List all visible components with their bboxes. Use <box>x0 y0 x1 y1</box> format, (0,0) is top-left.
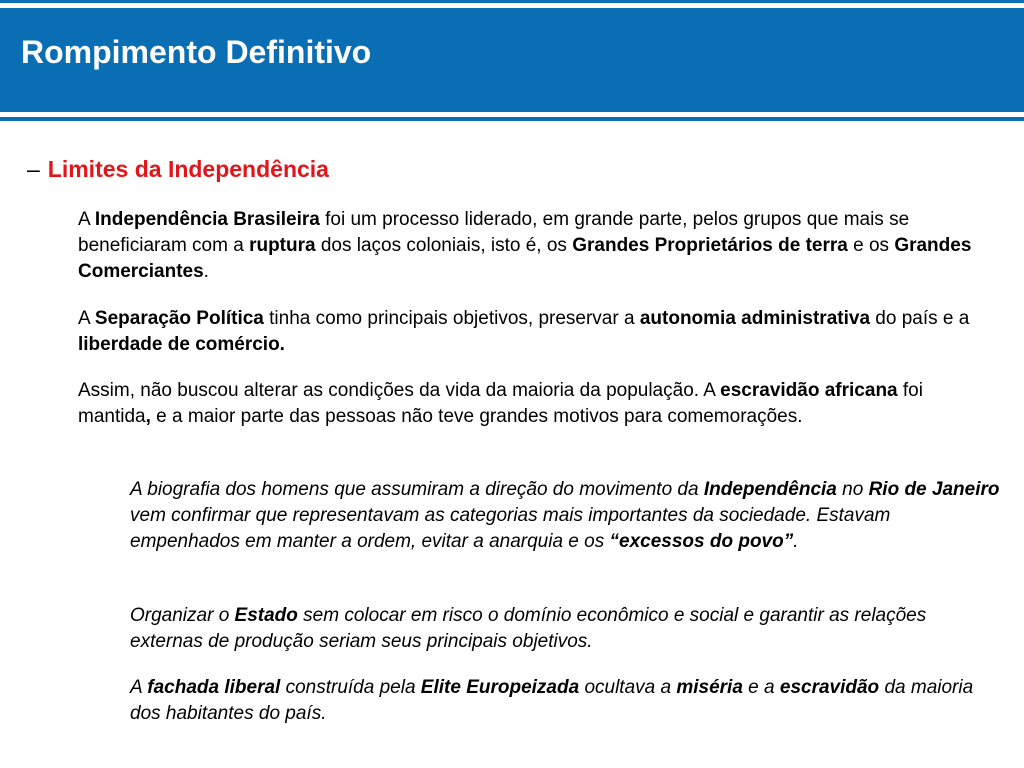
bold-run: autonomia administrativa <box>639 308 871 329</box>
bullet-dash: – <box>27 156 40 182</box>
text-run: construída pela <box>280 677 421 698</box>
text-run: A <box>78 308 95 329</box>
text-run: . <box>203 261 209 282</box>
bold-run: liberdade de comércio. <box>78 334 285 355</box>
text-run: da maioria dos habitantes do país. <box>130 677 974 724</box>
text-run: foi um processo liderado, em grande parte, pelos grupos que mais se beneficiaram com a <box>78 209 910 256</box>
bold-run: Elite Europeizada <box>420 677 580 698</box>
text-run: do país e a <box>870 308 970 329</box>
section-heading-text: Limites da Independência <box>47 156 329 182</box>
bold-run: miséria <box>676 677 743 698</box>
text-run: no <box>836 479 869 500</box>
bold-run: Rio de Janeiro <box>868 479 1000 500</box>
header-top-rule <box>0 0 1024 3</box>
paragraph-independencia <box>78 207 998 285</box>
text-run: e a <box>742 677 780 698</box>
text-run: e os <box>847 235 895 256</box>
quote-fachada <box>130 675 1000 727</box>
bold-run: Independência <box>703 479 837 500</box>
text-run: . <box>793 531 799 552</box>
bold-run: “excessos do povo” <box>609 531 794 552</box>
text-run: Organizar o <box>130 605 235 626</box>
paragraph-separacao <box>78 306 998 358</box>
bold-run: ruptura <box>249 235 316 256</box>
paragraph-assim <box>78 378 998 430</box>
bold-run: Estado <box>234 605 298 626</box>
text-run: sem colocar em risco o domínio econômico e social e garantir as relações externas de produção seriam seus principais objetivos. <box>130 605 927 652</box>
bold-run: escravidão africana <box>720 380 898 401</box>
text-run: dos laços coloniais, isto é, os <box>315 235 573 256</box>
text-run: tinha como principais objetivos, preservar a <box>263 308 640 329</box>
section-heading <box>27 155 329 183</box>
text-run: foi mantida <box>78 380 923 427</box>
text-run: vem confirmar que representavam as categorias mais importantes da sociedade. Estavam empenhados em manter a ordem, evitar a anarquia e os <box>130 505 891 552</box>
text-run: ocultava a <box>579 677 677 698</box>
text-run: A <box>78 209 95 230</box>
title-bar <box>0 8 1024 112</box>
quote-biografia <box>130 477 1000 555</box>
quote-estado <box>130 603 1000 655</box>
text-run: A <box>130 677 148 698</box>
bold-run: fachada liberal <box>147 677 281 698</box>
bold-run: Independência Brasileira <box>94 209 320 230</box>
header-bottom-rule <box>0 117 1024 121</box>
text-run: e a maior parte das pessoas não teve grandes motivos para comemorações. <box>150 406 803 427</box>
text-run: Assim, não buscou alterar as condições da vida da maioria da população. A <box>78 380 721 401</box>
bold-run: Grandes Comerciantes <box>78 235 972 282</box>
bold-run: , <box>145 406 151 427</box>
bold-run: Separação Política <box>94 308 264 329</box>
bold-run: escravidão <box>779 677 880 698</box>
text-run: A biografia dos homens que assumiram a direção do movimento da <box>130 479 704 500</box>
bold-run: Grandes Proprietários de terra <box>572 235 848 256</box>
slide-title: Rompimento Definitivo <box>21 34 372 70</box>
